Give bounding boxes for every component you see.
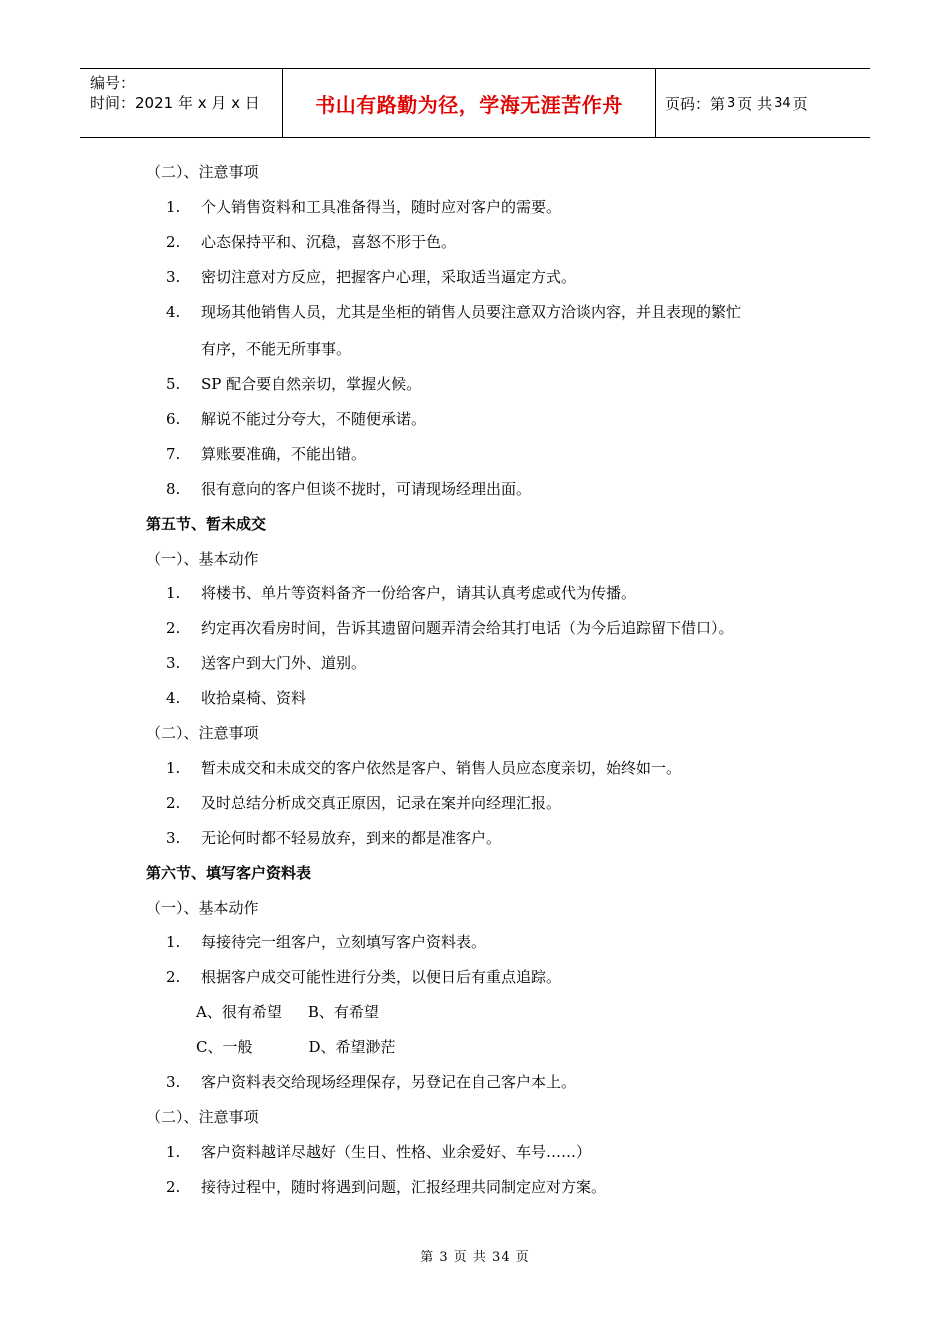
list-item: 3. 无论何时都不轻易放弃，到来的都是准客户。 xyxy=(166,829,502,847)
list-item: 2. 心态保持平和、沉稳，喜怒不形于色。 xyxy=(166,233,457,251)
list-item: 1. 每接待完一组客户，立刻填写客户资料表。 xyxy=(166,933,487,951)
list-item: 1. 个人销售资料和工具准备得当，随时应对客户的需要。 xyxy=(166,198,562,216)
header-meta xyxy=(90,73,260,113)
list-item: 4. 现场其他销售人员，尤其是坐柜的销售人员要注意双方洽谈内容，并且表现的繁忙 xyxy=(166,303,742,321)
list-item: 1. 暂未成交和未成交的客户依然是客户、销售人员应态度亲切，始终如一。 xyxy=(166,759,682,777)
option-row xyxy=(196,1002,379,1022)
subsection-heading: （一）、基本动作 xyxy=(146,899,259,917)
header-page-indicator: 页码：第 3 页 共 34 页 xyxy=(665,94,808,113)
header-divider xyxy=(655,69,656,137)
list-item: 5. SP 配合要自然亲切，掌握火候。 xyxy=(166,375,422,393)
option-a: A、很有希望 xyxy=(196,1003,282,1021)
list-item: 1. 将楼书、单片等资料备齐一份给客户，请其认真考虑或代为传播。 xyxy=(166,584,637,602)
list-item: 2. 约定再次看房时间，告诉其遗留问题弄清会给其打电话（为今后追踪留下借口）。 xyxy=(166,619,734,637)
list-item: 8. 很有意向的客户但谈不拢时，可请现场经理出面。 xyxy=(166,480,532,498)
subsection-heading: （二）、注意事项 xyxy=(146,724,259,742)
list-item: 4. 收拾桌椅、资料 xyxy=(166,689,307,707)
option-d: D、希望渺茫 xyxy=(308,1038,396,1056)
list-item: 3. 送客户到大门外、道别。 xyxy=(166,654,367,672)
option-b: B、有希望 xyxy=(307,1003,379,1021)
subsection-heading: （二）、注意事项 xyxy=(146,163,259,181)
list-item: 6. 解说不能过分夸大，不随便承诺。 xyxy=(166,410,427,428)
number-label: 编号： xyxy=(90,74,136,92)
subsection-heading: （一）、基本动作 xyxy=(146,550,259,568)
section-title: 第五节、暂未成交 xyxy=(146,515,267,533)
list-item: 2. 及时总结分析成交真正原因，记录在案并向经理汇报。 xyxy=(166,794,562,812)
list-item: 7. 算账要准确，不能出错。 xyxy=(166,445,367,463)
header-motto: 书山有路勤为径，学海无涯苦作舟 xyxy=(315,92,623,117)
list-item: 1. 客户资料越详尽越好（生日、性格、业余爱好、车号……） xyxy=(166,1143,592,1161)
list-item-continuation: 有序，不能无所事事。 xyxy=(201,340,352,358)
document-header xyxy=(80,68,870,138)
section-title: 第六节、填写客户资料表 xyxy=(146,864,312,882)
subsection-heading: （二）、注意事项 xyxy=(146,1108,259,1126)
list-item: 3. 密切注意对方反应，把握客户心理，采取适当逼定方式。 xyxy=(166,268,577,286)
list-item: 2. 接待过程中，随时将遇到问题，汇报经理共同制定应对方案。 xyxy=(166,1178,607,1196)
list-item: 3. 客户资料表交给现场经理保存，另登记在自己客户本上。 xyxy=(166,1073,577,1091)
option-row xyxy=(196,1037,396,1057)
option-c: C、一般 xyxy=(196,1038,253,1056)
time-label: 时间：2021 年 x 月 x 日 xyxy=(90,94,260,112)
page-footer: 第 3 页 共 34 页 xyxy=(420,1250,530,1265)
list-item: 2. 根据客户成交可能性进行分类，以便日后有重点追踪。 xyxy=(166,968,562,986)
